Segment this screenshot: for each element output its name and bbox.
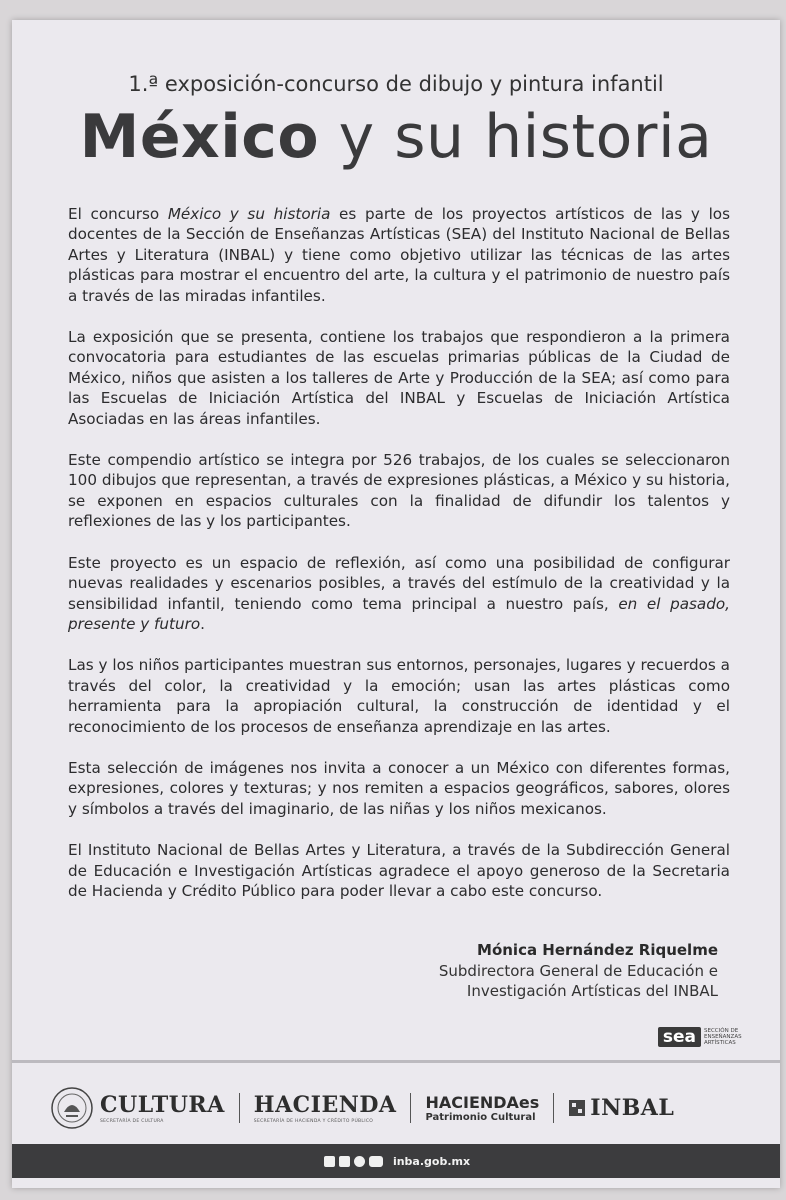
signer-name: Mónica Hernández Riquelme [477,941,718,959]
haciendaes-logo [425,1093,539,1123]
paragraph-4-start: Este proyecto es un espacio de reflexión, así como una posibilidad de configurar nuevas realidades y escenarios posibles, a través del estímulo de la creatividad y la sensibilidad infantil, teniendo como tema principal a nuestro país, [68,553,730,613]
hacienda-logo-sub: SECRETARÍA DE HACIENDA Y CRÉDITO PÚBLICO [253,1119,374,1124]
body-text [68,204,730,922]
haciendaes-logo-sub: Patrimonio Cultural [425,1112,536,1123]
sea-logo-mark: sea [658,1027,701,1047]
paragraph-1 [68,204,730,306]
hacienda-logo-text: HACIENDA [253,1092,397,1118]
facebook-icon[interactable] [324,1156,335,1167]
paragraph-6: Esta selección de imágenes nos invita a conocer a un México con diferentes formas, expresiones, colores y texturas; y nos remiten a espacios geográficos, sabores, olores y símbolos a través del imaginario, de las niñas y los niños mexicanos. [68,758,730,818]
paragraph-4-end: . [200,614,205,633]
inbal-logo [568,1095,674,1121]
signer-role-2: Investigación Artísticas del INBAL [466,982,718,1000]
divider [12,1060,780,1063]
sea-logo [658,1027,744,1047]
youtube-icon[interactable] [369,1156,383,1167]
title-bold: México [79,102,320,172]
signer-role-1: Subdirectora General de Educación e [438,961,718,980]
cultura-logo-text: CULTURA [100,1092,225,1118]
logo-separator [239,1093,240,1123]
sea-logo-text: SECCIÓN DE ENSEÑANZAS ARTÍSTICAS [704,1028,742,1046]
paragraph-7: El Instituto Nacional de Bellas Artes y Literatura, a través de la Subdirección General de Educación e Investigación Artísticas agradece el apoyo generoso de la Secretaria de Hacienda y Crédito Público para poder llevar a cabo este concurso. [68,841,730,900]
paragraph-4 [68,553,730,635]
footer-bar [12,1144,780,1178]
paragraph-1-italic: México y su historia [167,205,331,223]
hacienda-logo [254,1092,397,1124]
paragraph-1-start: El concurso [68,205,168,223]
twitter-icon[interactable] [339,1156,350,1167]
cultura-logo-sub: SECRETARÍA DE CULTURA [100,1119,164,1124]
inbal-emblem-icon [568,1099,586,1117]
paragraph-4-italic: en el pasado, presente y futuro [68,594,731,633]
haciendaes-logo-text: HACIENDAes [425,1093,540,1112]
instagram-icon[interactable] [354,1156,365,1167]
title-rest: y su historia [319,102,713,172]
cultura-logo [100,1092,225,1124]
signature-block [439,940,718,1002]
mexico-seal-icon [50,1086,94,1130]
poster-board [12,20,780,1188]
inbal-logo-text: INBAL [590,1095,675,1121]
logo-separator [410,1093,411,1123]
footer-url[interactable]: inba.gob.mx [392,1154,471,1168]
paragraph-5: Las y los niños participantes muestran sus entornos, personajes, lugares y recuerdos a través del color, la creatividad y la emoción; usan las artes plásticas como herramienta para la apropiación cultural, la construcción de identidad y el reconocimiento de los procesos de enseñanza aprendizaje en las artes. [68,656,730,736]
exhibition-title [12,102,780,172]
exhibition-subtitle: 1.ª exposición-concurso de dibujo y pintura infantil [128,72,664,96]
sponsor-logos [50,1080,750,1136]
logo-separator [553,1093,554,1123]
paragraph-3: Este compendio artístico se integra por 526 trabajos, de los cuales se seleccionaron 100 dibujos que representan, a través de expresiones plásticas, a México y su historia, se exponen en espacios culturales con la finalidad de difundir los talentos y reflexiones de las y los participantes. [68,451,730,531]
social-icons [322,1156,385,1167]
paragraph-2: La exposición que se presenta, contiene los trabajos que respondieron a la primera convocatoria para estudiantes de las escuelas primarias públicas de la Ciudad de México, niños que asisten a los talleres de Arte y Producción de la SEA; así como para las Escuelas de Iniciación Artística del INBAL y Escuelas de Iniciación Artística Asociadas en las áreas infantiles. [68,328,730,428]
paragraph-1-end: es parte de los proyectos artísticos de las y los docentes de la Sección de Enseñanzas Artísticas (SEA) del Instituto Nacional de Bellas Artes y Literatura (INBAL) y tiene como objetivo utilizar las técnicas de las artes plásticas para mostrar el encuentro del arte, la cultura y el patrimonio de nuestro país a través de las miradas infantiles. [68,205,730,305]
